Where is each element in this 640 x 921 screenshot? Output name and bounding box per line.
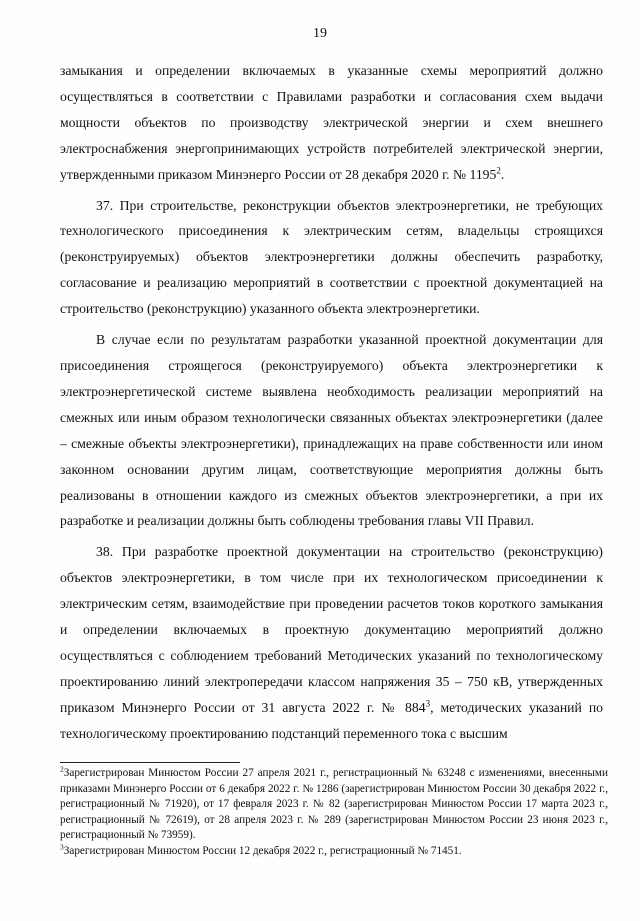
- paragraph-38-text: 38. При разработке проектной документации на строительство (реконструкцию) объектов электроэнергетики, в том числе при их технологическом присоединении к электрическим сетям, взаимодействие при проведении расчетов токов короткого замыкания и определении включаемых в проектную документацию мероприятий должно осуществляться с соблюдением требований Методических указаний по технологическому проектированию линий электропередачи классом напряжения 35 – 750 кВ, утвержденных приказом Минэнерго России от 31 августа 2022 г. № 884: [60, 544, 603, 715]
- footnote-3: [60, 844, 608, 860]
- footnote-2-text: Зарегистрирован Минюстом России 27 апреля 2021 г., регистрационный № 63248 с изменениями, внесенными приказами Минэнерго России от 6 декабря 2022 г. № 1286 (зарегистрирован Минюстом России 30 декабря 2022 г., регистрационный № 71920), от 17 февраля 2023 г. № 82 (зарегистрирован Минюстом России 17 марта 2023 г., регистрационный № 72619), от 28 апреля 2023 г. № 289 (зарегистрирован Минюстом России 23 июня 2023 г., регистрационный № 73959).: [60, 767, 608, 842]
- paragraph-37: 37. При строительстве, реконструкции объектов электроэнергетики, не требующих технологического присоединения к электрическим сетям, владельцы строящихся (реконструируемых) объектов электроэнергетики должны обеспечить разработку, согласование и реализацию мероприятий в соответствии с проектной документацией на строительство (реконструкцию) указанного объекта электроэнергетики.: [60, 197, 603, 317]
- footnote-separator: [60, 762, 240, 763]
- footnotes: [60, 766, 608, 860]
- page-number: 19: [313, 26, 327, 41]
- paragraph-37-continuation: В случае если по результатам разработки указанной проектной документации для присоединения строящегося (реконструируемого) объекта электроэнергетики к электроэнергетической системе выявлена необходимость реализации мероприятий на смежных или иным образом технологически связанных объектах электроэнергетики (далее – смежные объекты электроэнергетики), принадлежащих на праве собственности или ином законном основании другим лицам, соответствующие мероприятия должны быть реализованы в отношении каждого из смежных объектов электроэнергетики, а при их разработке и реализации должны быть соблюдены требования главы VII Правил.: [60, 332, 603, 529]
- paragraph-38: [60, 539, 603, 746]
- footnote-3-text: Зарегистрирован Минюстом России 12 декабря 2022 г., регистрационный № 71451.: [63, 844, 462, 857]
- footnote-2-marker: 2: [60, 764, 64, 774]
- paragraph-38-tail: , методических указаний по технологическому проектированию подстанций переменного тока с высшим: [60, 699, 603, 741]
- footnote-3-marker: 3: [60, 842, 64, 852]
- footnote-ref-2: 2: [496, 165, 501, 176]
- footnote-ref-3: 3: [425, 698, 431, 709]
- paragraph-1-text: замыкания и определении включаемых в указанные схемы мероприятий должно осуществляться в соответствии с Правилами разработки и согласования схем выдачи мощности объектов по производству электрической энергии и схем внешнего электроснабжения энергопринимающих устройств потребителей электрической энергии, утвержденными приказом Минэнерго России от 28 декабря 2020 г. № 1195: [60, 63, 603, 182]
- footnote-2: [60, 766, 608, 844]
- paragraph-continuation: [60, 58, 603, 188]
- paragraph-1-end: .: [500, 166, 505, 182]
- body-text: [60, 58, 603, 747]
